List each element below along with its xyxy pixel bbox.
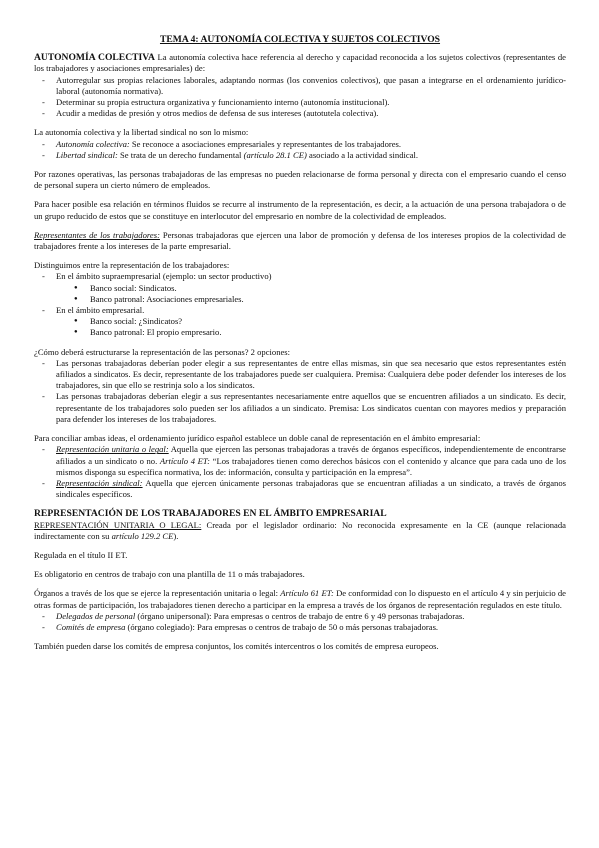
- list-item: - Autonomía colectiva: Se reconoce a asociaciones empresariales y representantes de los trabajadores.: [34, 139, 566, 150]
- sub-list: [34, 283, 566, 305]
- autonomia-list: [34, 75, 566, 120]
- organos-list: [34, 611, 566, 633]
- tambien-paragraph: También pueden darse los comités de empresa conjuntos, los comités intercentros o los comités de empresa europeos.: [34, 641, 439, 652]
- list-item: - Las personas trabajadoras deberían poder elegir a sus representantes de entre ellas mismas, sin que sea necesario que estos representantes estén afiliados a sindicatos. Es decir, representante de los trabajadores puede ser cualquiera. Premisa: Cualquiera debe poder defender los intereses de los trabajadores, sin que ello se restrinja solo a los sindicatos.: [34, 358, 566, 392]
- diferencia-intro: La autonomía colectiva y la libertad sindical no son lo mismo:: [34, 127, 249, 138]
- conciliar-list: [34, 444, 566, 500]
- organos-paragraph: Órganos a través de los que se ejerce la representación unitaria o legal: Artículo 61 ET: De conformidad con lo dispuesto en el artículo 4 y sin perjuicio de otras formas de participación, los trabajadores tienen derecho a participar en la empresa a través de los órganos de representación regulados en este título.: [34, 588, 566, 610]
- fluidos-paragraph: Para hacer posible esa relación en términos fluidos se recurre al instrumento de la representación, es decir, a la actuación de una persona trabajadora o de un grupo reducido de estos que se constituye en interlocutor del empresario en nombre de la colectividad de empleados.: [34, 199, 566, 221]
- operativas-paragraph: Por razones operativas, las personas trabajadoras de las empresas no pueden relacionarse de forma personal y directa con el empresario cuando el censo de personal supera un cierto número de empleados.: [34, 169, 566, 191]
- autonomia-paragraph: AUTONOMÍA COLECTIVA La autonomía colectiva hace referencia al derecho y capacidad reconocida a los sujetos colectivos (representantes de los trabajadores y asociaciones empresariales) de:: [34, 52, 566, 74]
- list-item: - Determinar su propia estructura organizativa y funcionamiento interno (autonomía institucional).: [34, 97, 566, 108]
- list-item: ● Banco patronal: El propio empresario.: [34, 327, 566, 338]
- list-item: - Las personas trabajadoras deberían elegir a sus representantes necesariamente entre aquellos que se encuentren afiliados a un sindicato. Es decir, representante de los trabajadores solo pueden ser los afiliados a un sindicato. Premisa: Los sindicatos cuentan con mayores medios y preparación para defender los intereses de los trabajadores.: [34, 391, 566, 425]
- list-item: - En el ámbito supraempresarial (ejemplo: un sector productivo) ● Banco social: Sindicatos. ● Banco patronal: Asociaciones empresariales.: [34, 271, 566, 305]
- list-item: - Representación sindical: Aquella que ejercen únicamente personas trabajadoras que se encuentran afiliadas a un sindicato, a través de órganos sindicales específicos.: [34, 478, 566, 500]
- distinguimos-list: [34, 271, 566, 338]
- section-heading: REPRESENTACIÓN DE LOS TRABAJADORES EN EL ÁMBITO EMPRESARIAL: [34, 508, 387, 520]
- distinguimos-intro: Distinguimos entre la representación de los trabajadores:: [34, 260, 230, 271]
- conciliar-intro: Para conciliar ambas ideas, el ordenamiento jurídico español establece un doble canal de representación en el ámbito empresarial:: [34, 433, 481, 444]
- list-item: - Representación unitaria o legal: Aquella que ejercen las personas trabajadoras a través de órganos específicos, independientemente de encontrarse afiliados a un sindicato o no. Artículo 4 ET: “Los trabajadores tienen como derechos básicos con el contenido y alcance que para cada uno de los mismos disponga su específica normativa, los de: información, consulta y participación en la empresa”.: [34, 444, 566, 478]
- list-item: - Libertad sindical: Se trata de un derecho fundamental (artículo 28.1 CE) asociado a la actividad sindical.: [34, 150, 566, 161]
- list-item: - Acudir a medidas de presión y otros medios de defensa de sus intereses (autotutela colectiva).: [34, 108, 566, 119]
- diferencia-list: [34, 139, 566, 161]
- list-item: - En el ámbito empresarial. ● Banco social: ¿Sindicatos? ● Banco patronal: El propio empresario.: [34, 305, 566, 339]
- document-title: TEMA 4: AUTONOMÍA COLECTIVA Y SUJETOS COLECTIVOS: [159, 34, 441, 45]
- representantes-paragraph: Representantes de los trabajadores: Personas trabajadoras que ejercen una labor de promoción y defensa de los intereses propios de la colectividad de trabajadores frente a los intereses de la parte empresarial.: [34, 229, 566, 252]
- opciones-list: [34, 358, 566, 425]
- list-item: ● Banco social: ¿Sindicatos?: [34, 316, 566, 327]
- representantes-term: Representantes de los trabajadores:: [34, 229, 160, 240]
- unitaria-paragraph: REPRESENTACIÓN UNITARIA O LEGAL: Creada por el legislador ordinario: No reconocida expresamente en la CE (aunque relacionada indirectamente con su artículo 129.2 CE).: [34, 519, 566, 541]
- list-item: ● Banco patronal: Asociaciones empresariales.: [34, 294, 566, 305]
- opciones-intro: ¿Cómo deberá estructurarse la representación de las personas? 2 opciones:: [34, 346, 291, 357]
- list-item: - Delegados de personal (órgano unipersonal): Para empresas o centros de trabajo de entre 6 y 49 personas trabajadoras.: [34, 611, 566, 622]
- autonomia-heading: AUTONOMÍA COLECTIVA: [34, 52, 155, 64]
- sub-list: [34, 316, 566, 338]
- list-item: ● Banco social: Sindicatos.: [34, 283, 566, 294]
- regulada-paragraph: Regulada en el título II ET.: [34, 549, 128, 560]
- obligatorio-paragraph: Es obligatorio en centros de trabajo con una plantilla de 11 o más trabajadores.: [34, 569, 305, 580]
- list-item: - Comités de empresa (órgano colegiado): Para empresas o centros de trabajo de 50 o más personas trabajadoras.: [34, 622, 566, 633]
- document-page: [34, 34, 566, 652]
- list-item: - Autorregular sus propias relaciones laborales, adaptando normas (los convenios colectivos), que pasan a integrarse en el ordenamiento jurídico-laboral (autonomía normativa).: [34, 75, 566, 97]
- unitaria-subheading: REPRESENTACIÓN UNITARIA O LEGAL:: [34, 519, 202, 530]
